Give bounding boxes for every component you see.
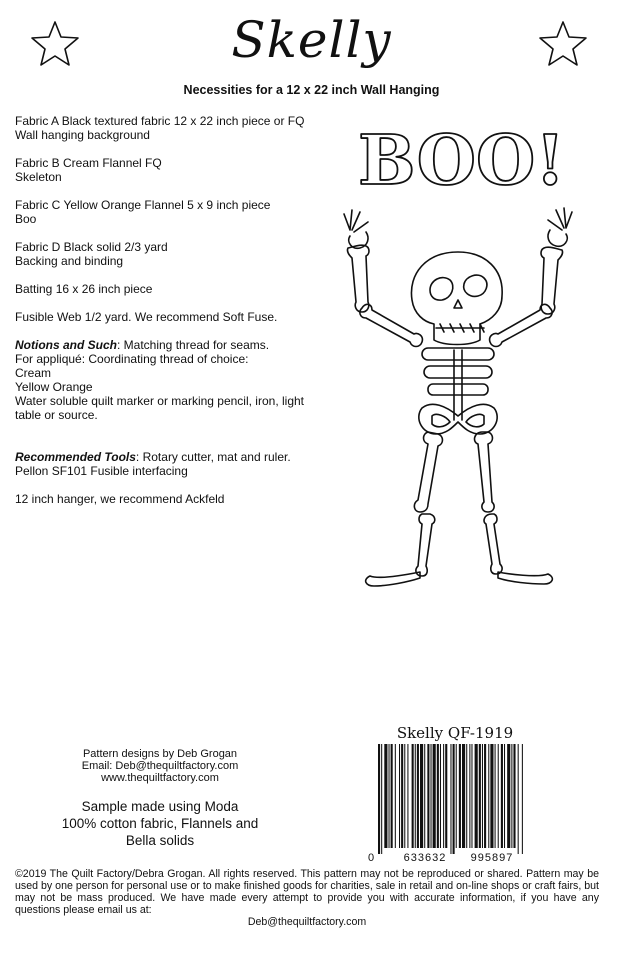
sample-note [30, 798, 290, 849]
barcode-bar [469, 744, 470, 848]
barcode-bar [384, 744, 387, 848]
copyright-notice [15, 868, 599, 928]
barcode-bar [511, 744, 512, 848]
page-subtitle: Necessities for a 12 x 22 inch Wall Hanging [183, 83, 440, 97]
barcode-bar [498, 744, 499, 848]
tools-first-line: : Rotary cutter, mat and ruler. [135, 450, 291, 464]
barcode-group-1: 633632 [403, 852, 447, 864]
barcode-bar [395, 744, 396, 848]
barcode-bar [453, 744, 455, 854]
left-hand [344, 210, 368, 248]
right-foot [498, 572, 552, 584]
barcode [378, 744, 524, 854]
barcode-bar [391, 744, 393, 848]
right-femur [475, 432, 495, 512]
barcode-bar [431, 744, 432, 848]
tools-section [15, 450, 325, 478]
barcode-bar [450, 744, 451, 854]
barcode-bar [437, 744, 439, 848]
credits-block [40, 748, 280, 784]
barcode-bar [462, 744, 465, 848]
barcode-bar [415, 744, 416, 848]
fabric-b [15, 156, 325, 184]
barcode-bar [459, 744, 461, 848]
barcode-bar [417, 744, 419, 848]
barcode-bar [456, 744, 457, 848]
rib-2 [424, 366, 492, 378]
barcode-bar [488, 744, 489, 848]
barcode-bar [482, 744, 483, 848]
skull-eye-right [464, 275, 487, 296]
pelvis-hole-left [432, 414, 450, 426]
barcode-bar [518, 744, 519, 854]
barcode-bar [420, 744, 423, 848]
barcode-bar [501, 744, 503, 848]
notions-section [15, 338, 325, 422]
barcode-bar [424, 744, 425, 848]
barcode-bar [490, 744, 493, 848]
barcode-bar [399, 744, 400, 848]
notions-applique: For appliqué: Coordinating thread of choice: [15, 352, 249, 366]
barcode-bar [407, 744, 408, 848]
right-hand [548, 208, 572, 246]
fusible-web: Fusible Web 1/2 yard. We recommend Soft Fuse. [15, 310, 278, 324]
barcode-bar [440, 744, 441, 848]
barcode-lead-digit: 0 [368, 852, 375, 864]
barcode-group-2: 995897 [470, 852, 514, 864]
skull-eye-left [430, 278, 453, 301]
notions-cream: Cream [15, 366, 52, 380]
barcode-bar [378, 744, 380, 854]
fabric-d-line: Fabric D Black solid 2/3 yard [15, 240, 168, 254]
fabric-b-line: Fabric B Cream Flannel FQ [15, 156, 162, 170]
notions-yellow: Yellow Orange [15, 380, 93, 394]
rib-1 [422, 348, 494, 360]
left-upper-arm [360, 304, 422, 346]
barcode-bar [484, 744, 486, 848]
barcode-bar [507, 744, 510, 848]
sample-line-1: Sample made using Moda [81, 799, 239, 814]
designer-email: Email: Deb@thequiltfactory.com [81, 760, 239, 772]
skull-nose [454, 300, 462, 308]
pelvis [419, 404, 497, 434]
fabric-a-use: Wall hanging background [15, 128, 150, 142]
product-sku: Skelly QF-1919 [396, 724, 514, 742]
left-forearm [347, 245, 369, 312]
skeleton-illustration [336, 112, 596, 592]
designer-website: www.thequiltfactory.com [101, 772, 219, 784]
skull-teeth [436, 324, 484, 332]
barcode-bar [404, 744, 405, 848]
batting: Batting 16 x 26 inch piece [15, 282, 153, 296]
notions-marker: Water soluble quilt marker or marking pencil, iron, light table or source. [15, 394, 305, 422]
barcode-bar [389, 744, 390, 848]
sample-line-2: 100% cotton fabric, Flannels and [61, 816, 259, 831]
fabric-d-use: Backing and binding [15, 254, 124, 268]
right-shin [484, 514, 502, 574]
barcode-bar [471, 744, 472, 848]
rib-3 [428, 384, 488, 395]
barcode-bar [466, 744, 467, 848]
fabric-d [15, 240, 325, 268]
barcode-bar [412, 744, 414, 848]
pelvis-hole-right [466, 414, 484, 426]
left-femur [414, 432, 442, 512]
barcode-bar [522, 744, 523, 854]
skull [411, 252, 502, 345]
fabric-c-line: Fabric C Yellow Orange Flannel 5 x 9 inch piece [15, 198, 271, 212]
barcode-bar [401, 744, 403, 848]
barcode-bar [443, 744, 444, 848]
fabric-a [15, 114, 325, 142]
fabric-a-line: Fabric A Black textured fabric 12 x 22 inch piece or FQ [15, 114, 305, 128]
copyright-email: Deb@thequiltfactory.com [247, 916, 367, 928]
tools-heading: Recommended Tools [15, 450, 136, 464]
tools-pellon: Pellon SF101 Fusible interfacing [15, 464, 188, 478]
left-shin [416, 514, 435, 576]
designer-credit: Pattern designs by Deb Grogan [82, 748, 238, 760]
boo-text: BOO! [358, 121, 566, 201]
barcode-bar [513, 744, 515, 848]
materials-list [15, 114, 325, 520]
fabric-c-use: Boo [15, 212, 37, 226]
page-title: Skelly [231, 11, 392, 69]
barcode-bar [475, 744, 478, 848]
notions-heading: Notions and Such [15, 338, 117, 352]
sample-line-3: Bella solids [125, 833, 195, 848]
barcode-bar [427, 744, 429, 848]
barcode-bar [495, 744, 496, 848]
tools-hanger: 12 inch hanger, we recommend Ackfeld [15, 492, 225, 506]
notions-first-line: : Matching thread for seams. [117, 338, 270, 352]
barcode-bar [381, 744, 382, 854]
left-foot [366, 572, 420, 586]
barcode-bar [433, 744, 436, 848]
fabric-b-use: Skeleton [15, 170, 62, 184]
fabric-c [15, 198, 325, 226]
copyright-body: ©2019 The Quilt Factory/Debra Grogan. All rights reserved. This pattern may not be reproduced or shared. Pattern may be used by one person for personal use or to make finished goods for charities, sale in retail and on-line shops or craft fairs, but may not be mass produced. We have made every attempt to provide you with accurate information, if you have any questions please email us at: [15, 868, 599, 916]
barcode-bar [504, 744, 505, 848]
barcode-bar [445, 744, 447, 848]
barcode-bar [479, 744, 481, 848]
